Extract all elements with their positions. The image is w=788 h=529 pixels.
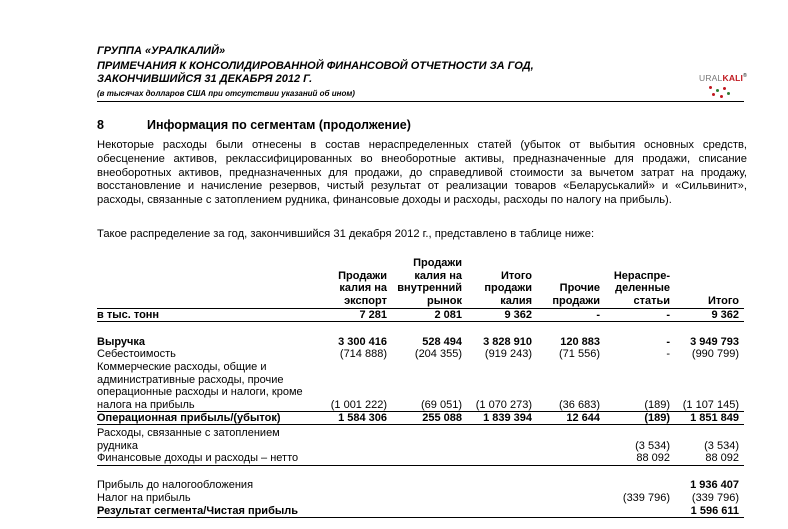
column-header-6: Итого <box>707 294 739 307</box>
header-rule <box>97 101 744 102</box>
table-rule <box>97 517 744 518</box>
row-label: Прибыль до налогообложения <box>97 479 254 491</box>
row-value: (69 051) <box>421 398 462 411</box>
section-paragraph: Некоторые расходы были отнесены в состав нераспределенных статей (убыток от выбытия основных средств, обесценение активов, реклассифицированных во внеоборотные активы, предназначенные для продажи, списание внеоборотных активов, предназначенных для продажи, до справедливой стоимости за вычетом затрат на продажу, восстановление и начисление резервов, чистый результат от реализации товаров «Беларуськалий» и «Сильвинит», расходы, связанные с затоплением рудника, финансовые доходы и расходы, расходы по налогу на прибыль). <box>97 139 747 207</box>
row-value: (3 534) <box>635 439 670 452</box>
section-number: 8 <box>97 118 104 132</box>
row-value: - <box>666 348 670 360</box>
column-header-2: калия на <box>414 269 462 282</box>
row-value: 528 494 <box>422 336 462 348</box>
row-value: 1 839 394 <box>483 412 532 424</box>
row-label: Налог на прибыль <box>97 492 191 504</box>
table-rule <box>97 321 744 322</box>
row-value: 2 081 <box>434 309 462 321</box>
row-value: 1 936 407 <box>690 479 739 491</box>
row-value: 255 088 <box>422 412 462 424</box>
row-value: (714 888) <box>339 348 387 360</box>
column-header-1: калия на <box>339 282 387 294</box>
row-value: - <box>596 309 600 321</box>
row-value: 3 828 910 <box>483 336 532 348</box>
row-value: (1 070 273) <box>475 398 532 411</box>
row-label: Коммерческие расходы, общие и <box>97 361 267 373</box>
row-value: (990 799) <box>691 348 739 360</box>
currency-note: (в тысячах долларов США при отсутствии указаний об ином) <box>97 89 355 98</box>
row-label: рудника <box>97 439 138 452</box>
section-title: Информация по сегментам (продолжение) <box>147 118 411 132</box>
column-header-2: рынок <box>427 294 462 307</box>
row-label: Результат сегмента/Чистая прибыль <box>97 505 299 517</box>
column-header-2: внутренний <box>397 282 462 294</box>
row-value: 3 949 793 <box>690 336 739 348</box>
row-value: 9 362 <box>504 309 532 321</box>
row-value: (36 683) <box>559 398 600 411</box>
table-rule <box>97 411 744 412</box>
row-value: 1 596 611 <box>690 505 739 517</box>
row-label: в тыс. тонн <box>97 309 160 321</box>
row-value: (189) <box>644 398 670 411</box>
row-value: (339 796) <box>622 492 670 504</box>
column-header-3: Итого <box>500 269 532 282</box>
column-header-5: Нераспре- <box>613 269 670 282</box>
column-header-4: продажи <box>552 294 600 307</box>
report-title-line2: ЗАКОНЧИВШИЙСЯ 31 ДЕКАБРЯ 2012 Г. <box>97 73 313 85</box>
row-value: (339 796) <box>691 492 739 504</box>
row-label: операционные расходы и налоги, кроме <box>97 386 303 398</box>
row-value: 88 092 <box>705 452 739 464</box>
column-header-5: деленные <box>615 282 670 294</box>
row-value: 88 092 <box>636 452 670 464</box>
row-value: 9 362 <box>711 309 739 321</box>
table-intro: Такое распределение за год, закончившийся 31 декабря 2012 г., представлено в таблице ниже: <box>97 228 595 240</box>
row-value: 3 300 416 <box>338 336 387 348</box>
row-value: (1 001 222) <box>330 398 387 411</box>
row-value: (1 107 145) <box>682 398 739 411</box>
row-value: 1 851 849 <box>690 412 739 424</box>
row-value: 1 584 306 <box>338 412 387 424</box>
row-label: налога на прибыль <box>97 398 195 411</box>
row-value: (3 534) <box>704 439 739 452</box>
row-value: - <box>666 336 670 348</box>
column-header-3: продажи <box>484 282 532 294</box>
row-value: - <box>666 309 670 321</box>
row-label: Расходы, связанные с затоплением <box>97 427 280 439</box>
column-header-4: Прочие <box>559 282 600 294</box>
row-value: (189) <box>644 412 670 424</box>
row-label: Операционная прибыль/(убыток) <box>97 412 281 424</box>
column-header-5: статьи <box>633 294 670 307</box>
row-label: Выручка <box>97 336 146 348</box>
column-header-1: экспорт <box>344 294 387 307</box>
row-value: (919 243) <box>484 348 532 360</box>
row-value: 7 281 <box>359 309 387 321</box>
column-header-3: калия <box>500 294 532 307</box>
table-header-rule <box>97 308 744 309</box>
table-rule <box>97 465 744 466</box>
report-title-line1: ПРИМЕЧАНИЯ К КОНСОЛИДИРОВАННОЙ ФИНАНСОВОЙ ОТЧЕТНОСТИ ЗА ГОД, <box>97 60 534 72</box>
row-value: 12 644 <box>566 412 600 424</box>
row-label: административные расходы, прочие <box>97 373 284 386</box>
table-rule <box>97 424 744 425</box>
uralkali-logo: URALKALI® <box>699 73 747 103</box>
row-value: (71 556) <box>559 348 600 360</box>
row-value: (204 355) <box>414 348 462 360</box>
row-label: Себестоимость <box>97 348 176 360</box>
row-label: Финансовые доходы и расходы – нетто <box>97 452 299 464</box>
column-header-1: Продажи <box>338 269 387 282</box>
column-header-2: Продажи <box>413 257 462 269</box>
company-title: ГРУППА «УРАЛКАЛИЙ» <box>97 45 226 57</box>
row-value: 120 883 <box>560 336 600 348</box>
